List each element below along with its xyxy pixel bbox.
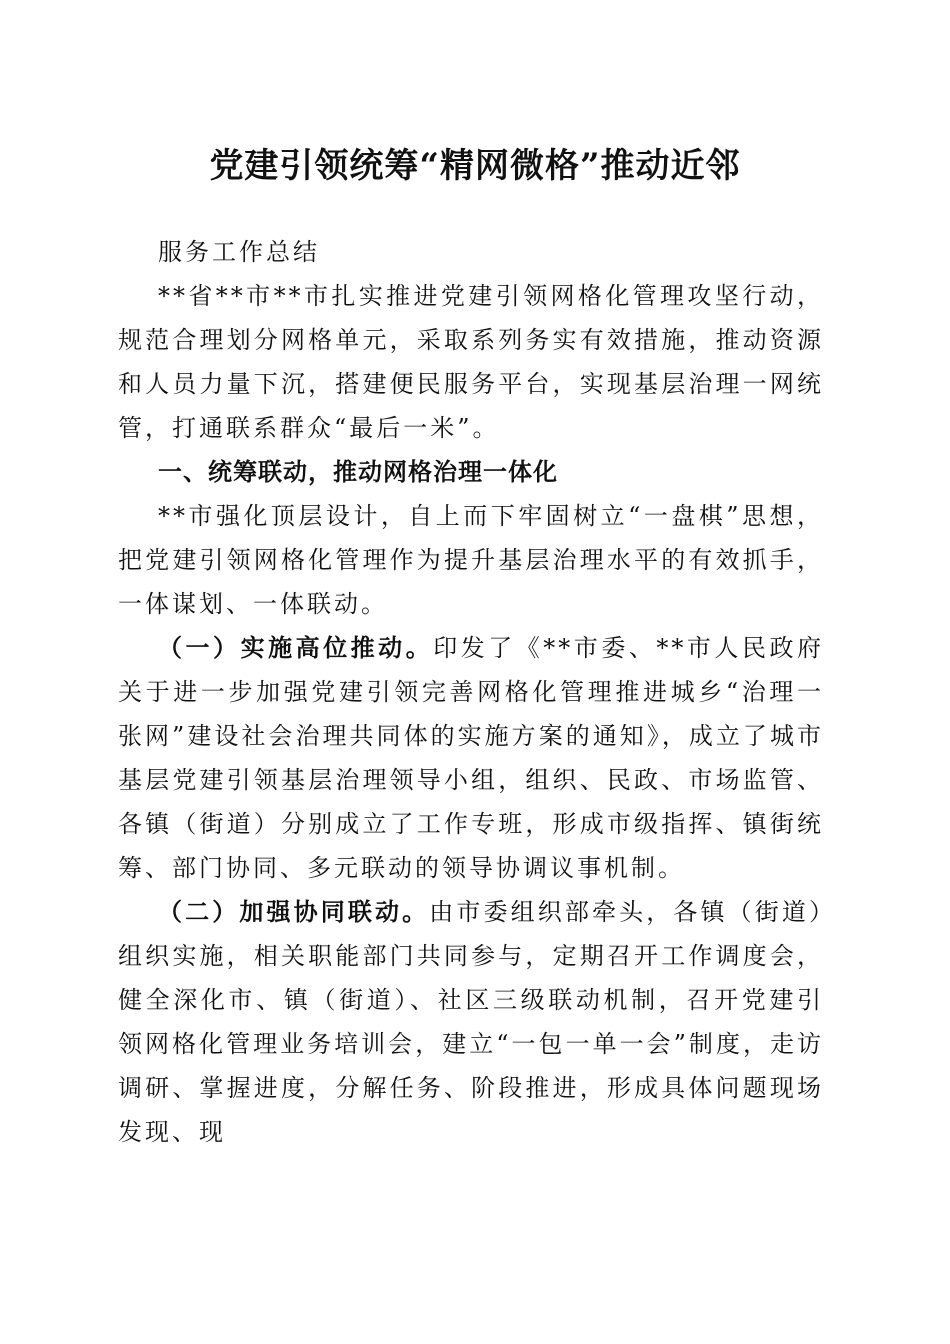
section1-paragraph: **市强化顶层设计，自上而下牢固树立“一盘棋”思想，把党建引领网格化管理作为提升基层治理水平的有效抓手，一体谋划、一体联动。 [118,502,824,618]
document-body [118,230,824,1154]
subtitle-line: 服务工作总结 [158,238,320,266]
intro-paragraph: **省**市**市扎实推进党建引领网格化管理攻坚行动，规范合理划分网格单元，采取系列务实有效措施，推动资源和人员力量下沉，搭建便民服务平台，实现基层治理一网统管，打通联系群众“最后一米”。 [118,282,824,442]
document-title: 党建引领统筹“精网微格”推动近邻 [209,146,741,186]
section1-heading: 一、统筹联动，推动网格治理一体化 [158,458,558,486]
item1-text: 印发了《**市委、**市人民政府关于进一步加强党建引领完善网格化管理推进城乡“治理一张网”建设社会治理共同体的实施方案的通知》，成立了城市基层党建引领基层治理领导小组，组织、民政、市场监管、各镇（街道）分别成立了工作专班，形成市级指挥、镇街统筹、部门协同、多元联动的领导协调议事机制。 [118,634,825,882]
item2-paragraph [118,890,824,1154]
item2-text: 由市委组织部牵头，各镇（街道）组织实施，相关职能部门共同参与，定期召开工作调度会，健全深化市、镇（街道）、社区三级联动机制，召开党建引领网格化管理业务培训会，建立“一包一单一会”制度，走访调研、掌握进度，分解任务、阶段推进，形成具体问题现场发现、现 [118,898,824,1146]
item1-paragraph [118,626,824,890]
item2-lead: （二）加强协同联动。 [158,897,430,926]
item1-lead: （一）实施高位推动。 [158,633,434,662]
